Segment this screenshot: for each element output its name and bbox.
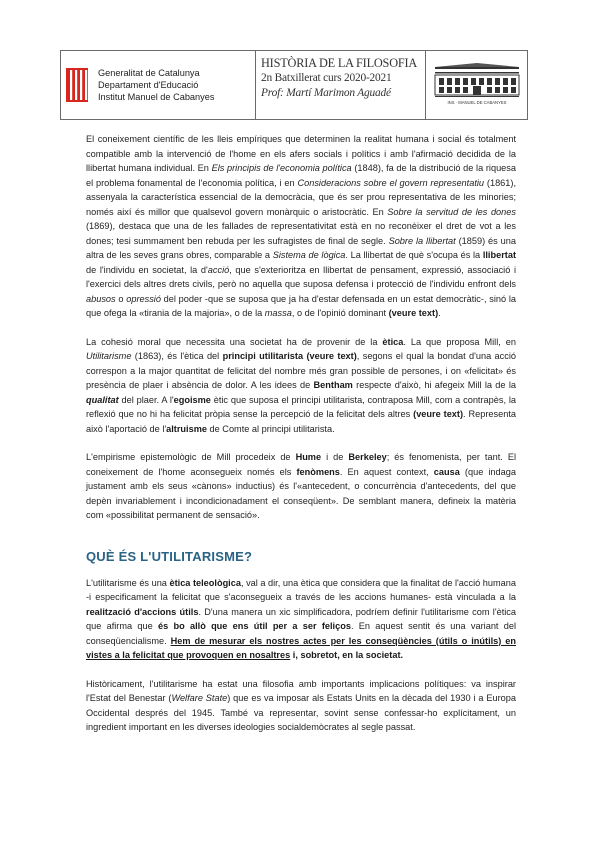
institution-line: Generalitat de Catalunya <box>98 68 200 78</box>
text: . La que proposa Mill, en <box>403 336 516 347</box>
bold-term: principi utilitarista <box>222 351 304 361</box>
text: (1859) és una altra de les seves grans obres, comparable a <box>86 235 516 260</box>
institution-line: Departament d'Educació <box>98 80 199 90</box>
text: . D'una manera un xic simplificadora, podríem definir l'utilitarisme com l'ètica que afirma que <box>86 606 516 631</box>
paragraph-mill-politics <box>86 132 516 321</box>
bold-term: és bo allò que ens útil per a ser feliços <box>158 621 351 631</box>
bold-term: Berkeley <box>348 452 387 462</box>
paragraph-mill-epistemology <box>86 450 516 523</box>
text: . La llibertat de què s'ocupa és la <box>345 250 483 260</box>
text: del poder -que se suposa que ja ha d'estar defensada en un estat democràtic-, sinó la que ofega la «tirania de la majoria», o de la <box>86 293 516 318</box>
text: L'utilitarisme és una <box>86 577 170 588</box>
document-body <box>86 132 516 735</box>
text: (1869), destaca que una de les fallades de representativitat està en no reconèixer el dret de vot a les dones; tesi summament ben rebuda per les sufragistes de final de segle. <box>86 221 516 246</box>
bold-term: altruisme <box>166 423 207 434</box>
bold-italic-term: qualitat <box>86 394 119 405</box>
text: , que s'exterioritza en llibertat de pensament, expressió, associació i l'exercici dels altres drets civils, però no aquella que suposa defensa i protecció de l'individu enfront dels <box>86 264 516 289</box>
text: de Comte al principi utilitarista. <box>206 423 335 434</box>
text: (1861), assenyala la característica essencial de la democràcia, que és ser prou representativa de les minories; només així és millor que qualsevol govern monàrquic o aristocràtic. En <box>86 177 517 217</box>
bold-term: llibertat <box>482 250 517 260</box>
italic-term: massa <box>264 308 292 318</box>
italic-term: opressió <box>126 293 161 304</box>
bold-term: Bentham <box>313 380 353 390</box>
subject-title: HISTÒRIA DE LA FILOSOFIA <box>261 56 418 70</box>
course-block <box>255 51 425 119</box>
book-title: Sobre la llibertat <box>388 235 456 246</box>
see-text-reference: (veure text) <box>306 351 357 361</box>
text: . En aquest sentit és una variant del conseqüencialisme. <box>86 621 517 646</box>
text: L'empirisme epistemològic de Mill procedeix de <box>86 452 296 462</box>
school-building-icon <box>433 63 521 107</box>
see-text-reference: (veure text) <box>413 409 464 419</box>
text: ; és fenomenista, per tant. El coneixement de l'home aconsegueix només els <box>86 452 516 477</box>
italic-term: acció <box>207 264 230 275</box>
text: respecte d'això, hi afegeix Mill la de la <box>352 380 516 390</box>
book-title: Utilitarisme <box>86 351 132 361</box>
bold-term: ètica teleològica <box>169 577 241 588</box>
text: i de <box>321 452 349 462</box>
bold-term: Hume <box>295 452 322 462</box>
book-title: Sobre la servitud de les dones <box>387 206 516 217</box>
book-title: Consideracions sobre el govern representatiu <box>297 177 485 188</box>
section-heading: QUÈ ÉS L'UTILITARISME? <box>86 548 253 564</box>
bold-term: realització d'accions útils <box>86 606 199 617</box>
school-caption: INS · MANUEL DE CABANYES <box>447 100 506 105</box>
text: . <box>438 308 441 318</box>
text: o <box>115 293 127 304</box>
course-year: 2n Batxillerat curs 2020-2021 <box>261 72 392 84</box>
text: . En aquest context, <box>339 466 434 477</box>
institution-text <box>98 67 214 103</box>
text: ètic que suposa el principi utilitarista, contraposa Mill, com a contrapès, la reflexió que no hi ha felicitat pròpia sense la percepció de la felicitat dels altres <box>86 394 516 419</box>
bold-term: ètica <box>382 336 404 347</box>
text: del plaer. A l' <box>118 394 174 405</box>
text: , o de l'opinió dominant <box>291 308 389 318</box>
underlined-key-idea: Hem de mesurar els nostres actes per les conseqüències (útils o inútils) en vistes a la felicitat que provoquen en nosaltres <box>86 635 516 660</box>
institution-block <box>61 51 255 119</box>
text: (1863), és l'ètica del <box>131 351 223 361</box>
text: , val a dir, una ètica que considera que la finalitat de l'acció humana -i especificament la felicitat que s'aconsegueix a través de les accions humanes- està vinculada a la <box>86 577 516 602</box>
italic-term: abusos <box>86 293 116 304</box>
italic-term: Welfare State <box>171 693 228 703</box>
document-header <box>60 50 528 120</box>
bold-term: i, sobretot, en la societat. <box>292 650 404 660</box>
text: (1848), fa de la distribució de la riquesa el problema fonamental de l'economia política, i en <box>86 163 516 188</box>
text: , segons el qual la bondat d'una acció correspon a la major quantitat de felicitat del nombre més gran possible de persones, i on «felicitat» és presència de plaer i absència de dolor. A les idees de <box>86 351 517 390</box>
text: La cohesió moral que necessita una societat ha de provenir de la <box>86 336 383 347</box>
bold-term: egoisme <box>173 394 211 405</box>
paragraph-utilitarianism-history <box>86 677 516 735</box>
bold-term: fenòmens <box>296 466 340 477</box>
teacher-name: Prof: Martí Marimon Aguadé <box>261 87 391 99</box>
institution-line: Institut Manuel de Cabanyes <box>98 92 215 102</box>
generalitat-logo-icon <box>66 68 88 102</box>
paragraph-mill-ethics <box>86 335 516 437</box>
text: ) que es va imposar als Estats Units en la dècada del 1930 i a Europa Occidental després del 1945. També va representar, sovint sense confessar-ho explícitament, un ingredient important en les diverses ideologies socialdemòcrates al segle passat. <box>86 693 516 732</box>
paragraph-utilitarianism-definition <box>86 576 516 663</box>
bold-term: causa <box>433 466 460 477</box>
text: El coneixement científic de les lleis empíriques que determinen la realitat humana i social és totalment compatible amb la intervenció de l'home en els afers socials i polítics i amb l'afirmació decidida de la llibertat humana individual. En <box>86 134 516 173</box>
school-logo-block <box>425 51 527 119</box>
text: (que indaga justament amb els seus «cànons» inductius) és l'«antecedent, o concurrència d'antecedents, del que depèn invariablement i incondicionadament el conseqüent». De semblant manera, defineix la matèria com «possibilitat permanent de sensació». <box>86 466 516 520</box>
text: de l'individu en societat, la d' <box>86 264 208 275</box>
book-title: Els principis de l'economia política <box>211 163 352 173</box>
text: Històricament, l'utilitarisme ha estat una filosofia amb importants implicacions polítiques: va inspirar l'Estat del Benestar ( <box>86 678 516 703</box>
book-title: Sistema de lògica <box>272 250 346 260</box>
text: . Representa això l'aportació de l' <box>86 409 516 434</box>
see-text-reference: (veure text) <box>388 308 439 318</box>
